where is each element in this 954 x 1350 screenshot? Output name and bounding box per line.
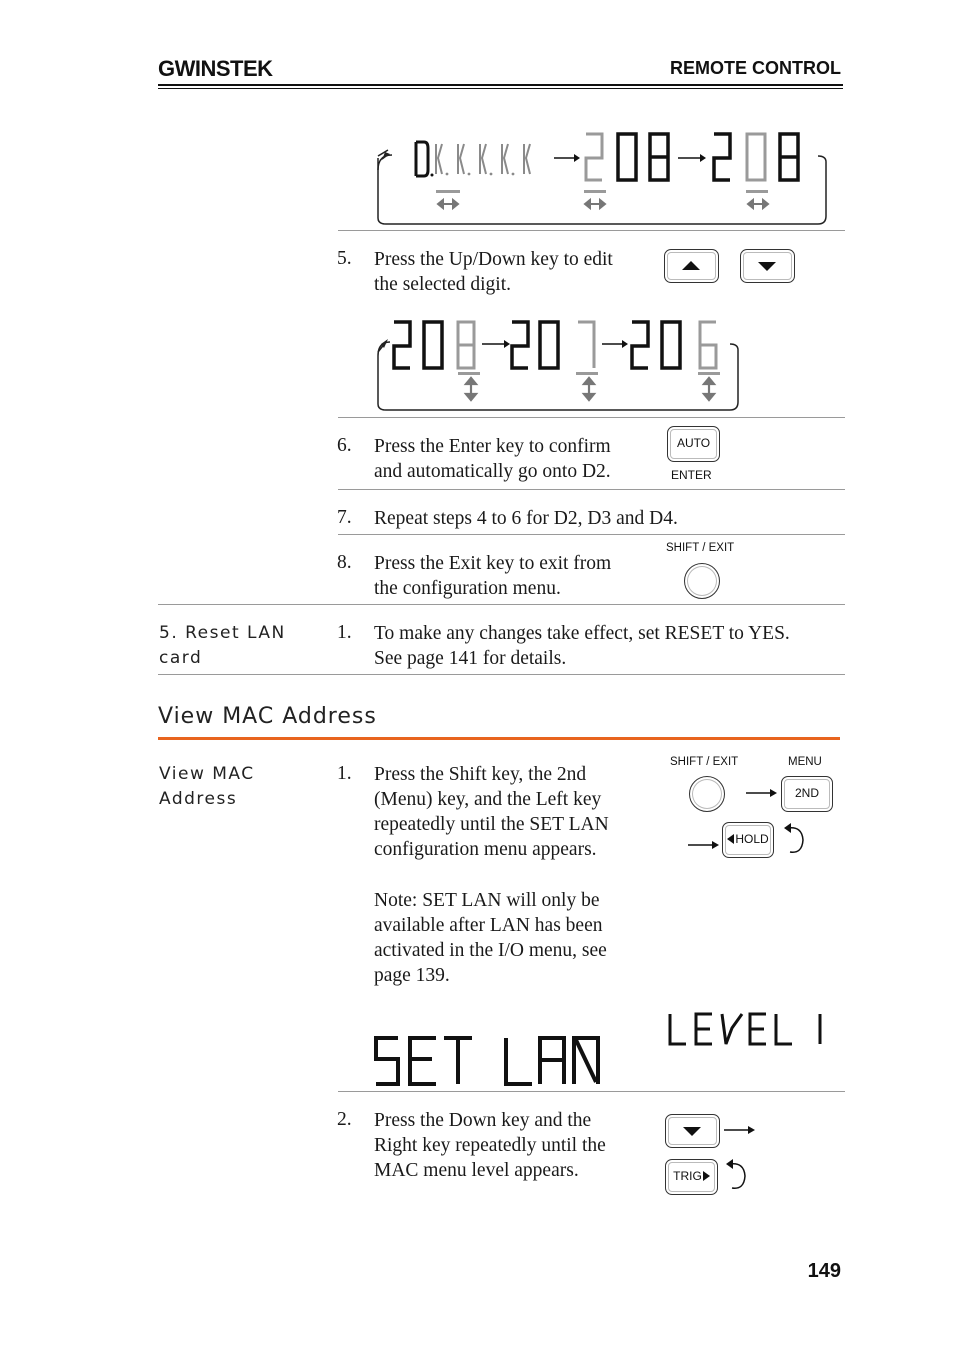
row-label: 5. Reset LAN card	[159, 623, 286, 668]
auto-enter-key[interactable]	[667, 426, 720, 462]
arrow-right-icon	[744, 784, 778, 802]
down-arrow-icon	[666, 1115, 719, 1147]
step-text: Repeat steps 4 to 6 for D2, D3 and D4.	[374, 508, 678, 529]
step-text: Press the Exit key to exit from the configuration menu.	[374, 553, 612, 599]
down-key[interactable]	[665, 1114, 720, 1148]
digit-edit-display	[370, 312, 750, 416]
shift-exit-key-label: SHIFT / EXIT	[670, 756, 739, 768]
right-trig-key[interactable]	[665, 1159, 718, 1195]
section-heading: View MAC Address	[158, 704, 377, 729]
auto-key-label: AUTO	[676, 436, 711, 450]
set-lan-display	[372, 1032, 604, 1090]
step-number: 1.	[337, 763, 352, 784]
shift-exit-key-label: SHIFT / EXIT	[666, 542, 735, 554]
left-arrow-icon	[727, 834, 735, 844]
step-number: 7.	[337, 507, 352, 528]
divider	[338, 489, 845, 490]
brand-logo: GWINSTEK	[158, 56, 273, 81]
trig-key-label: TRIG	[673, 1169, 702, 1183]
header-rule-thin	[158, 88, 843, 89]
step-number: 5.	[337, 248, 352, 269]
shift-exit-key[interactable]	[684, 563, 720, 599]
repeat-icon	[778, 820, 808, 856]
step-text: Press the Up/Down key to edit the selected digit.	[374, 249, 613, 295]
step-number: 1.	[337, 622, 352, 643]
step-number: 2.	[337, 1109, 352, 1130]
header-rule	[158, 84, 843, 86]
second-menu-key[interactable]	[781, 776, 833, 812]
arrow-right-icon	[686, 836, 720, 854]
step-text: Press the Shift key, the 2nd (Menu) key, and the Left key repeatedly until the SET LAN configuration menu appears.	[374, 764, 609, 860]
hold-key-label: HOLD	[735, 832, 769, 846]
page-number: 149	[807, 1260, 841, 1282]
down-arrow-icon	[741, 250, 794, 282]
step-number: 8.	[337, 552, 352, 573]
step-number: 6.	[337, 435, 352, 456]
divider	[158, 604, 845, 605]
step-text: Press the Enter key to confirm and automatically go onto D2.	[374, 436, 611, 482]
divider	[158, 674, 845, 675]
step-text: To make any changes take effect, set RESET to YES. See page 141 for details.	[374, 623, 790, 669]
running-header: REMOTE CONTROL	[670, 58, 841, 78]
note-text: Note: SET LAN will only be available after LAN has been activated in the I/O menu, see page 139.	[374, 890, 607, 986]
menu-key-label: MENU	[788, 756, 822, 768]
enter-key-label: ENTER	[671, 468, 712, 482]
up-arrow-icon	[665, 250, 718, 282]
repeat-icon	[720, 1156, 750, 1192]
left-hold-key[interactable]	[722, 822, 774, 858]
divider	[338, 417, 845, 418]
arrow-right-icon	[722, 1121, 756, 1139]
divider	[338, 230, 845, 231]
second-key-label: 2ND	[794, 786, 819, 800]
level-display	[666, 1010, 830, 1048]
step-text: Press the Down key and the Right key repeatedly until the MAC menu level appears.	[374, 1110, 606, 1181]
digit-select-display	[370, 120, 840, 230]
right-arrow-icon	[702, 1171, 710, 1181]
row-label: View MAC Address	[159, 764, 255, 809]
divider	[338, 1091, 845, 1092]
section-rule	[158, 737, 840, 740]
up-key[interactable]	[664, 249, 719, 283]
down-key[interactable]	[740, 249, 795, 283]
shift-key[interactable]	[689, 776, 725, 812]
divider	[338, 534, 845, 535]
